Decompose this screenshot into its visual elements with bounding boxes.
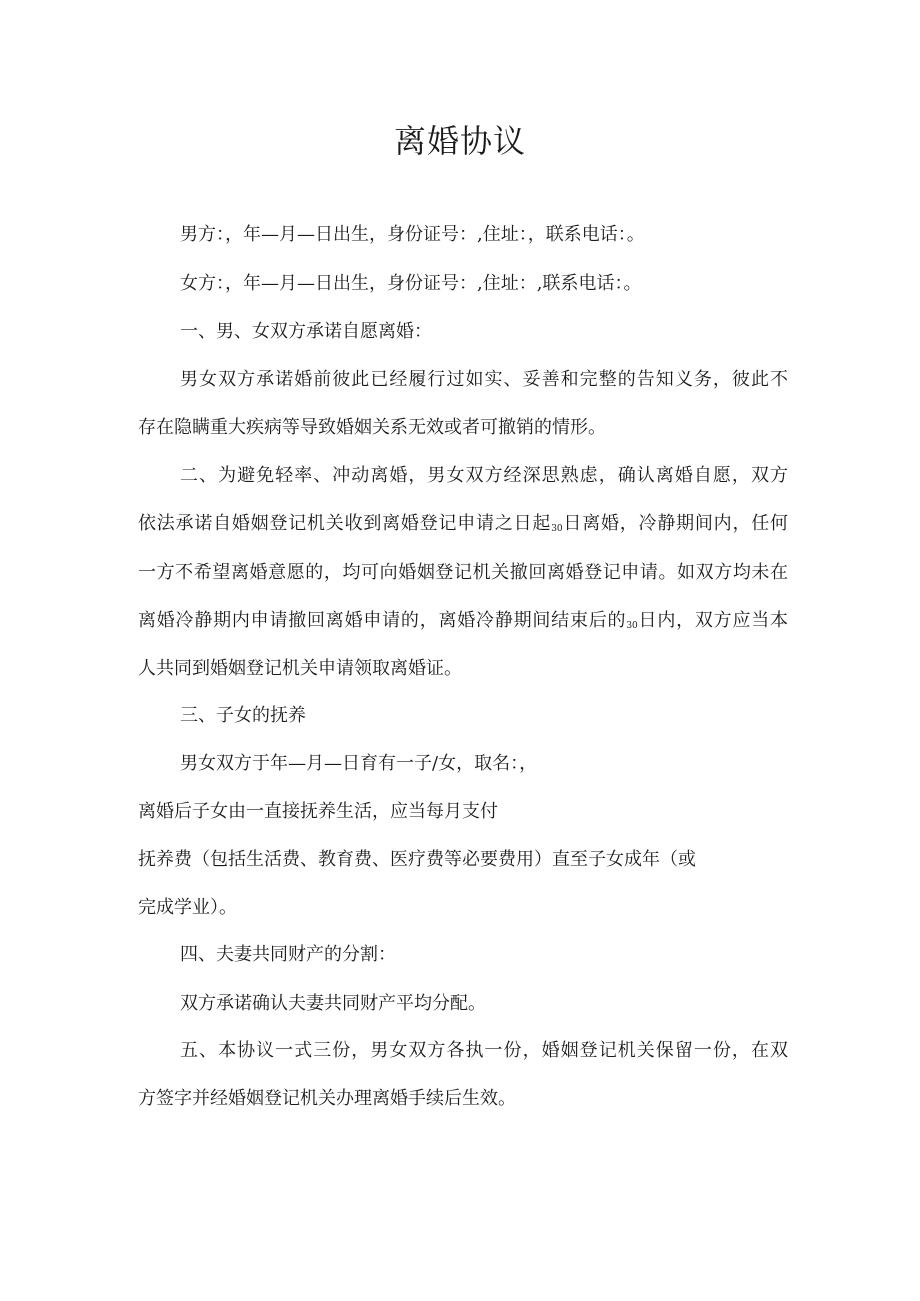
section3-heading: 三、子女的抚养 (180, 705, 306, 726)
party-male-line: 男方：，年—月—日出生，身份证号：,住址：，联系电话：。 (180, 224, 645, 245)
section3-body-line: 离婚后子女由一直接抚养生活，应当每月支付 (138, 801, 498, 822)
section2-text: 日内，双方应当本 (637, 610, 789, 631)
section4-heading: 四、夫妻共同财产的分割： (180, 944, 396, 965)
section2-line: 一方不希望离婚意愿的，均可向婚姻登记机关撤回离婚登记申请。如双方均未在 (138, 562, 788, 583)
section2-line: 人共同到婚姻登记机关申请领取离婚证。 (138, 658, 462, 679)
section1-body-line: 存在隐瞒重大疾病等导致婚姻关系无效或者可撤销的情形。 (138, 417, 606, 438)
days-number: 30 (551, 524, 563, 534)
section5-line: 方签字并经婚姻登记机关办理离婚手续后生效。 (138, 1088, 516, 1109)
section3-body-line: 完成学业）。 (138, 897, 237, 918)
section4-body: 双方承诺确认夫妻共同财产平均分配。 (180, 993, 486, 1014)
document-title: 离婚协议 (393, 122, 526, 160)
party-female-line: 女方：，年—月—日出生，身份证号：,住址：,联系电话：。 (180, 273, 642, 294)
section1-heading: 一、男、女双方承诺自愿离婚： (180, 321, 432, 342)
section2-text: 日离婚，冷静期间内，任何 (562, 513, 789, 534)
section2-text: 离婚冷静期内申请撤回离婚申请的，离婚冷静期间结束后的 (138, 610, 627, 631)
days-number: 30 (626, 621, 638, 631)
section2-line: 二、为避免轻率、冲动离婚，男女双方经深思熟虑，确认离婚自愿，双方 (180, 465, 788, 486)
section3-body-line: 男女双方于年—月—日育有一子/女，取名：， (180, 753, 538, 774)
section5-line: 五、本协议一式三份，男女双方各执一份，婚姻登记机关保留一份，在双 (180, 1040, 788, 1061)
section1-body-line: 男女双方承诺婚前彼此已经履行过如实、妥善和完整的告知义务，彼此不 (180, 369, 788, 390)
section3-body-line: 抚养费（包括生活费、教育费、医疗费等必要费用）直至子女成年（或 (138, 849, 696, 870)
section2-text: 依法承诺自婚姻登记机关收到离婚登记申请之日起 (138, 513, 552, 534)
section2-line (138, 609, 788, 638)
section2-line (138, 512, 788, 541)
